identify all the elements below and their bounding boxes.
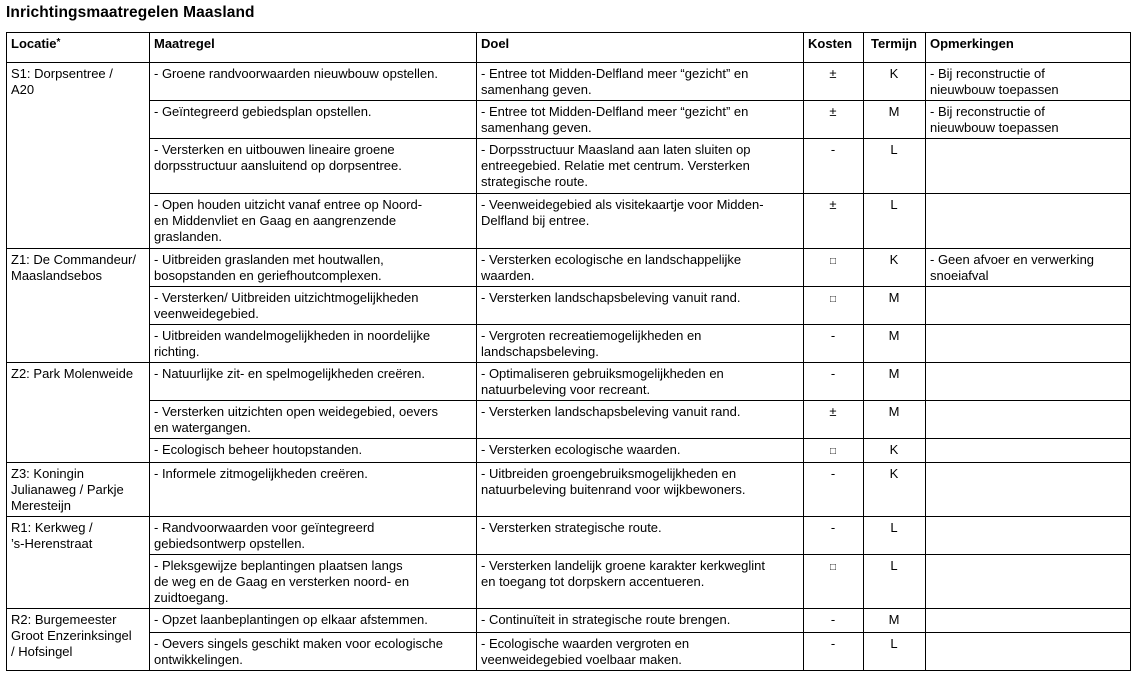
header-locatie-mark: * [56, 37, 61, 48]
maatregel-cell: - Oevers singels geschikt maken voor ecologische ontwikkelingen. [150, 633, 477, 671]
opmerkingen-cell [926, 633, 1131, 671]
maatregel-cell: - Randvoorwaarden voor geïntegreerd gebiedsontwerp opstellen. [150, 517, 477, 555]
locatie-cell: Z2: Park Molenweide [7, 363, 150, 463]
maatregel-cell: - Versterken uitzichten open weidegebied, oevers en watergangen. [150, 401, 477, 439]
table-row [7, 363, 1131, 401]
square-symbol: □ [829, 446, 837, 457]
opmerkingen-cell [926, 287, 1131, 325]
maatregel-cell: - Versterken en uitbouwen lineaire groene dorpsstructuur aansluitend op dorpsentree. [150, 139, 477, 194]
opmerkingen-cell [926, 401, 1131, 439]
opmerkingen-cell [926, 363, 1131, 401]
doel-cell: - Versterken ecologische en landschappelijke waarden. [477, 249, 804, 287]
doel-cell: - Veenweidegebied als visitekaartje voor Midden- Delfland bij entree. [477, 194, 804, 249]
kosten-cell: - [804, 633, 864, 671]
kosten-cell: - [804, 517, 864, 555]
header-opmerkingen: Opmerkingen [926, 33, 1131, 63]
header-locatie: Locatie* [7, 33, 150, 63]
termijn-cell: M [864, 401, 926, 439]
opmerkingen-cell: - Geen afvoer en verwerking snoeiafval [926, 249, 1131, 287]
table-row [7, 194, 1131, 249]
doel-cell: - Vergroten recreatiemogelijkheden en landschapsbeleving. [477, 325, 804, 363]
kosten-cell: - [804, 463, 864, 517]
square-symbol: □ [829, 256, 837, 267]
kosten-cell: - [804, 609, 864, 633]
kosten-cell: ± [804, 401, 864, 439]
termijn-cell: M [864, 287, 926, 325]
kosten-cell [804, 555, 864, 609]
locatie-cell: S1: Dorpsentree / A20 [7, 63, 150, 249]
table-row [7, 609, 1131, 633]
maatregel-cell: - Informele zitmogelijkheden creëren. [150, 463, 477, 517]
maatregel-cell: - Groene randvoorwaarden nieuwbouw opstellen. [150, 63, 477, 101]
table-row [7, 439, 1131, 463]
opmerkingen-cell [926, 439, 1131, 463]
kosten-cell: - [804, 325, 864, 363]
opmerkingen-cell [926, 517, 1131, 555]
locatie-cell: Z1: De Commandeur/ Maaslandsebos [7, 249, 150, 363]
maatregel-cell: - Versterken/ Uitbreiden uitzichtmogelijkheden veenweidegebied. [150, 287, 477, 325]
opmerkingen-cell [926, 194, 1131, 249]
maatregel-cell: - Open houden uitzicht vanaf entree op Noord- en Middenvliet en Gaag en aangrenzende graslanden. [150, 194, 477, 249]
table-row [7, 63, 1131, 101]
termijn-cell: L [864, 139, 926, 194]
maatregel-cell: - Natuurlijke zit- en spelmogelijkheden creëren. [150, 363, 477, 401]
kosten-cell: ± [804, 101, 864, 139]
kosten-cell: - [804, 363, 864, 401]
termijn-cell: L [864, 517, 926, 555]
termijn-cell: K [864, 63, 926, 101]
doel-cell: - Ecologische waarden vergroten en veenweidegebied voelbaar maken. [477, 633, 804, 671]
doel-cell: - Versterken strategische route. [477, 517, 804, 555]
maatregel-cell: - Uitbreiden wandelmogelijkheden in noordelijke richting. [150, 325, 477, 363]
maatregel-cell: - Opzet laanbeplantingen op elkaar afstemmen. [150, 609, 477, 633]
maatregel-cell: - Pleksgewijze beplantingen plaatsen langs de weg en de Gaag en versterken noord- en zuidtoegang. [150, 555, 477, 609]
termijn-cell: K [864, 439, 926, 463]
table-row [7, 139, 1131, 194]
table-row [7, 633, 1131, 671]
termijn-cell: M [864, 609, 926, 633]
doel-cell: - Dorpsstructuur Maasland aan laten sluiten op entreegebied. Relatie met centrum. Versterken strategische route. [477, 139, 804, 194]
maatregel-cell: - Ecologisch beheer houtopstanden. [150, 439, 477, 463]
termijn-cell: M [864, 363, 926, 401]
maatregelen-table [6, 32, 1131, 671]
table-row [7, 517, 1131, 555]
termijn-cell: L [864, 194, 926, 249]
termijn-cell: K [864, 463, 926, 517]
page-title: Inrichtingsmaatregelen Maasland [6, 4, 255, 21]
square-symbol: □ [829, 562, 837, 573]
doel-cell: - Entree tot Midden-Delfland meer “gezicht” en samenhang geven. [477, 101, 804, 139]
header-row [7, 33, 1131, 63]
kosten-cell: ± [804, 63, 864, 101]
locatie-cell: R2: Burgemeester Groot Enzerinksingel / Hofsingel [7, 609, 150, 671]
table-row [7, 463, 1131, 517]
termijn-cell: M [864, 101, 926, 139]
maatregel-cell: - Uitbreiden graslanden met houtwallen, bosopstanden en geriefhoutcomplexen. [150, 249, 477, 287]
table-row [7, 287, 1131, 325]
opmerkingen-cell: - Bij reconstructie of nieuwbouw toepassen [926, 63, 1131, 101]
termijn-cell: K [864, 249, 926, 287]
opmerkingen-cell [926, 325, 1131, 363]
kosten-cell [804, 439, 864, 463]
termijn-cell: M [864, 325, 926, 363]
opmerkingen-cell [926, 609, 1131, 633]
header-kosten: Kosten [804, 33, 864, 63]
opmerkingen-cell [926, 555, 1131, 609]
kosten-cell: ± [804, 194, 864, 249]
table-row [7, 325, 1131, 363]
opmerkingen-cell [926, 463, 1131, 517]
kosten-cell [804, 287, 864, 325]
doel-cell: - Versterken landelijk groene karakter kerkweglint en toegang tot dorpskern accentueren. [477, 555, 804, 609]
kosten-cell: - [804, 139, 864, 194]
table-row [7, 101, 1131, 139]
maatregel-cell: - Geïntegreerd gebiedsplan opstellen. [150, 101, 477, 139]
locatie-cell: Z3: Koningin Julianaweg / Parkje Meresteijn [7, 463, 150, 517]
kosten-cell [804, 249, 864, 287]
header-termijn: Termijn [864, 33, 926, 63]
doel-cell: - Versterken ecologische waarden. [477, 439, 804, 463]
doel-cell: - Entree tot Midden-Delfland meer “gezicht” en samenhang geven. [477, 63, 804, 101]
termijn-cell: L [864, 555, 926, 609]
opmerkingen-cell: - Bij reconstructie of nieuwbouw toepassen [926, 101, 1131, 139]
table-row [7, 401, 1131, 439]
table-row [7, 249, 1131, 287]
locatie-cell: R1: Kerkweg / ’s-Herenstraat [7, 517, 150, 609]
opmerkingen-cell [926, 139, 1131, 194]
square-symbol: □ [829, 294, 837, 305]
doel-cell: - Optimaliseren gebruiksmogelijkheden en natuurbeleving voor recreant. [477, 363, 804, 401]
doel-cell: - Uitbreiden groengebruiksmogelijkheden en natuurbeleving buitenrand voor wijkbewoners. [477, 463, 804, 517]
doel-cell: - Versterken landschapsbeleving vanuit rand. [477, 401, 804, 439]
termijn-cell: L [864, 633, 926, 671]
header-maatregel: Maatregel [150, 33, 477, 63]
header-doel: Doel [477, 33, 804, 63]
table-row [7, 555, 1131, 609]
doel-cell: - Versterken landschapsbeleving vanuit rand. [477, 287, 804, 325]
doel-cell: - Continuïteit in strategische route brengen. [477, 609, 804, 633]
